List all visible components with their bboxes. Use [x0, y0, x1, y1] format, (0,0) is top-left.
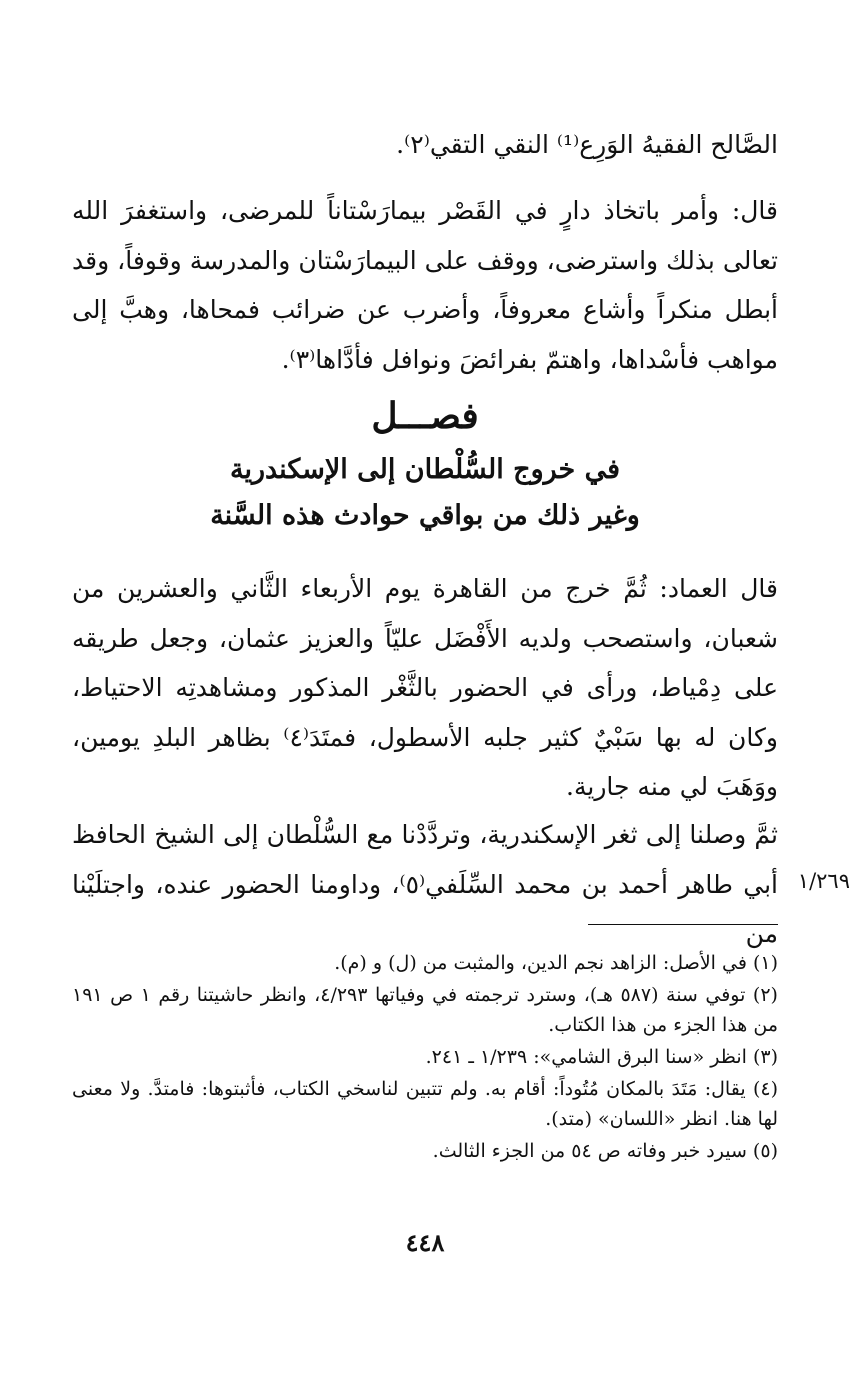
footnotes: [72, 948, 778, 1168]
page-number: ٤٤٨: [405, 1228, 445, 1257]
footnote-4: (٤) يقال: مَتَدَ بالمكان مُتُوداً: أقام به. ولم تتبين لناسخي الكتاب، فأثبتوها: فامتدَّ. ولا معنى لها هنا. انظر «اللسان» (متد).: [72, 1078, 778, 1130]
paragraph-3: قال العماد: ثُمَّ خرج من القاهرة يوم الأربعاء الثَّاني والعشرين من شعبان، واستصحب ولديه الأَفْضَل عليّاً والعزيز عثمان، وجعل طريقه على دِمْياط، ورأى في الحضور بالثَّغْر المذكور ومشاهدتِه الاحتياط، وكان له بها سَبْيٌ كثير جلبه الأسطول، فمتَدَ⁽٤⁾ بظاهر البلدِ يومين، ووَهَبَ لي منه جارية.: [72, 574, 778, 801]
paragraph-1: الصَّالح الفقيهُ الوَرِع⁽¹⁾ النقي التقي⁽٢⁾.: [396, 130, 778, 159]
section-title-line-1: في خروج السُّلْطان إلى الإسكندرية: [229, 454, 621, 485]
section-title-line-2: وغير ذلك من بواقي حوادث هذه السَّنة: [210, 500, 640, 531]
paragraph-4: ثمَّ وصلنا إلى ثغر الإسكندرية، وتردَّدْنا مع السُّلْطان إلى الشيخ الحافظ أبي طاهر أحمد بن محمد السِّلَفي⁽٥⁾، وداومنا الحضور عنده، واجتلَيْنا من: [72, 820, 778, 948]
paragraph-2: قال: وأمر باتخاذ دارٍ في القَصْر بيمارَسْتاناً للمرضى، واستغفرَ الله تعالى بذلك واسترضى، ووقف على البيمارَسْتان والمدرسة وقوفاً، وقد أبطل منكراً وأشاع معروفاً، وأضرب عن ضرائب فمحاها، وهبَّ إلى مواهب فأسْداها، واهتمّ بفرائضَ ونوافل فأدَّاها⁽٣⁾.: [72, 196, 778, 374]
footnote-3: (٣) انظر «سنا البرق الشامي»: ١/٢٣٩ ـ ٢٤١.: [425, 1046, 778, 1068]
footnote-separator: [588, 924, 778, 925]
footnote-2: (٢) توفي سنة (٥٨٧ هـ)، وسترد ترجمته في وفياتها ٤/٢٩٣، وانظر حاشيتنا رقم ١ ص ١٩١ من هذا الجزء من هذا الكتاب.: [72, 984, 778, 1036]
footnote-5: (٥) سيرد خبر وفاته ص ٥٤ من الجزء الثالث.: [432, 1140, 778, 1162]
footnote-1: (١) في الأصل: الزاهد نجم الدين، والمثبت من (ل) و (م).: [334, 952, 778, 974]
section-label: فصـــل: [371, 395, 479, 437]
manuscript-folio-reference: ١/٢٦٩: [797, 869, 850, 893]
